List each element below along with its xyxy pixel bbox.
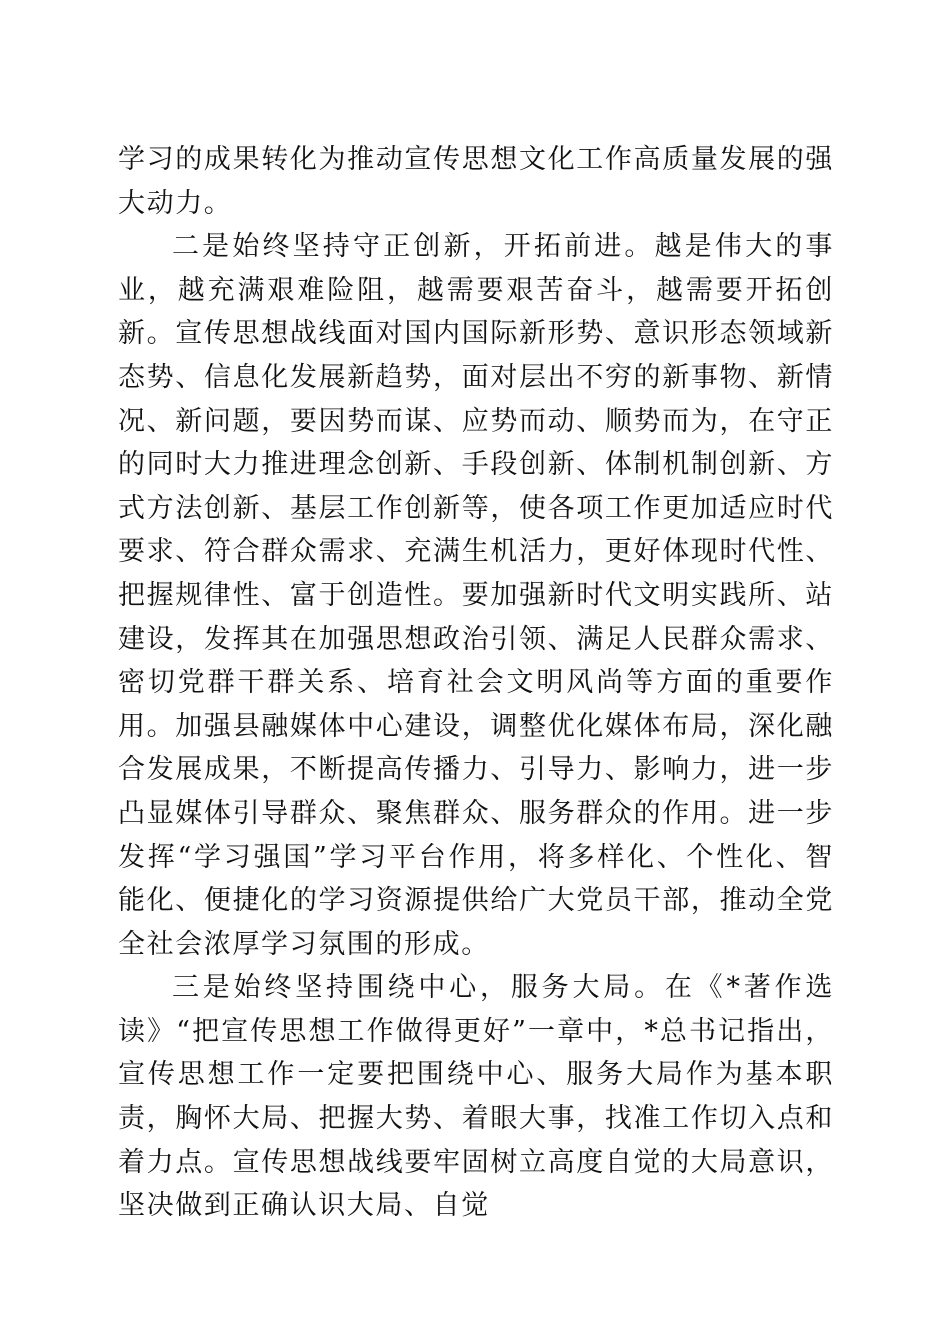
- document-body: [118, 138, 834, 1228]
- paragraph-continuation: 学习的成果转化为推动宣传思想文化工作高质量发展的强大动力。: [118, 144, 834, 219]
- paragraph-three-serve-overall: 三是始终坚持围绕中心，服务大局。在《*著作选读》“把宣传思想工作做得更好”一章中，*总书记指出，宣传思想工作一定要把围绕中心、服务大局作为基本职责，胸怀大局、把握大势、着眼大事，找准工作切入点和着力点。宣传思想战线要牢固树立高度自觉的大局意识，坚决做到正确认识大局、自觉: [118, 972, 834, 1222]
- paragraph-two-innovation: 二是始终坚持守正创新，开拓前进。越是伟大的事业，越充满艰难险阻，越需要艰苦奋斗，越需要开拓创新。宣传思想战线面对国内国际新形势、意识形态领域新态势、信息化发展新趋势，面对层出不穷的新事物、新情况、新问题，要因势而谋、应势而动、顺势而为，在守正的同时大力推进理念创新、手段创新、体制机制创新、方式方法创新、基层工作创新等，使各项工作更加适应时代要求、符合群众需求、充满生机活力，更好体现时代性、把握规律性、富于创造性。要加强新时代文明实践所、站建设，发挥其在加强思想政治引领、满足人民群众需求、密切党群干群关系、培育社会文明风尚等方面的重要作用。加强县融媒体中心建设，调整优化媒体布局，深化融合发展成果，不断提高传播力、引导力、影响力，进一步凸显媒体引导群众、聚焦群众、服务群众的作用。进一步发挥“学习强国”学习平台作用，将多样化、个性化、智能化、便捷化的学习资源提供给广大党员干部，推动全党全社会浓厚学习氛围的形成。: [118, 231, 834, 960]
